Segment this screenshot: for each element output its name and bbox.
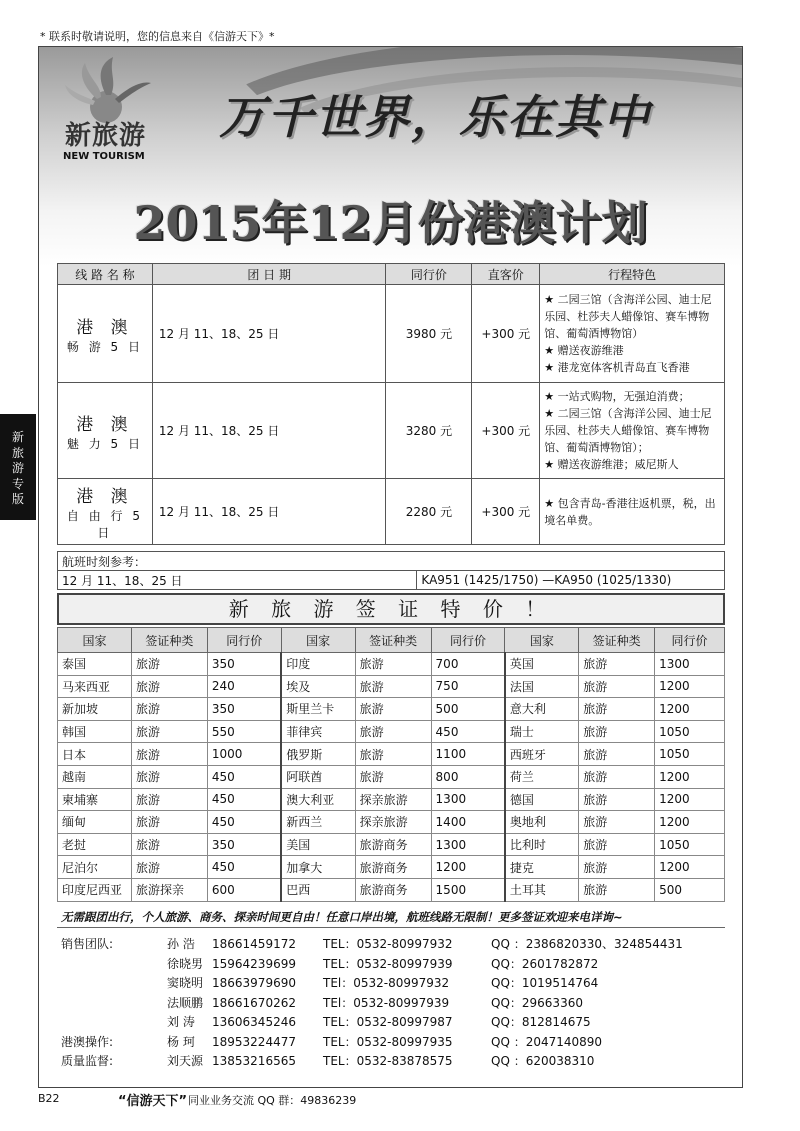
contact-qq: QQ ：620038310 [491,1054,595,1068]
visa-type: 旅游探亲 [131,878,207,901]
visa-country: 俄罗斯 [281,743,355,766]
visa-price: 450 [207,856,281,879]
visa-price: 240 [207,675,281,698]
visa-note: 无需跟团出行，个人旅游、商务、探亲时间更自由！任意口岸出境，航班线路无限制！更多签证欢迎来电详询~ [61,910,623,924]
contact-tel: TEl：0532-80997939 [323,995,450,1010]
visa-type: 旅游 [579,743,655,766]
route-name: 港 澳 畅 游 5 日 [58,285,153,383]
route-features: ★ 一站式购物，无强迫消费； ★ 二园三馆（含海洋公园、迪士尼乐园、杜莎夫人蜡像馆、赛车博物馆、葡萄酒博物馆）； ★ 赠送夜游维港；威尼斯人 [540,383,725,479]
visa-country: 捷克 [505,856,579,879]
contact-row [57,973,725,993]
visa-country: 印度 [281,653,355,676]
side-tab-char: 版 [11,492,24,506]
banner [39,47,742,267]
visa-price: 1100 [431,743,505,766]
visa-type: 旅游 [355,675,431,698]
visa-country: 澳大利亚 [281,788,355,811]
side-tab-char: 旅 [11,445,24,460]
visa-price: 1200 [655,856,725,879]
visa-country: 泰国 [58,653,132,676]
source-note: * 联系时敬请说明，您的信息来自《信游天下》* [40,30,275,43]
contact-phone: 13606345246 [212,1015,296,1029]
visa-country: 老挝 [58,833,132,856]
page-number: B22 [38,1092,60,1105]
visa-type: 旅游 [579,856,655,879]
visa-row [58,698,725,721]
visa-price: 1300 [431,788,505,811]
route-direct-price: +300 元 [472,383,540,479]
col-header: 行程特色 [540,264,725,285]
visa-price: 1400 [431,811,505,834]
visa-price: 450 [207,788,281,811]
visa-col-header: 签证种类 [131,628,207,653]
contact-row [57,1051,725,1071]
contact-role: 质量监督: [61,1054,114,1068]
visa-type: 探亲旅游 [355,811,431,834]
route-header-row [58,264,725,285]
visa-country: 印度尼西亚 [58,878,132,901]
visa-col-header: 国家 [281,628,355,653]
visa-country: 意大利 [505,698,579,721]
visa-country: 斯里兰卡 [281,698,355,721]
flight-info: KA951 (1425/1750) —KA950 (1025/1330) [417,571,725,590]
route-price: 2280 元 [386,479,472,545]
visa-type: 旅游 [131,675,207,698]
visa-country: 瑞士 [505,720,579,743]
visa-row [58,765,725,788]
visa-table [57,627,725,902]
visa-price: 350 [207,653,281,676]
visa-price: 700 [431,653,505,676]
contact-qq: QQ：29663360 [491,995,583,1010]
visa-type: 旅游 [355,743,431,766]
contact-qq: QQ：2601782872 [491,956,599,971]
visa-row [58,720,725,743]
col-header: 线 路 名 称 [58,264,153,285]
visa-country: 马来西亚 [58,675,132,698]
visa-title: 新 旅 游 签 证 特 价 ！ [57,593,725,625]
contact-name: 窦晓明 [167,976,204,990]
contact-name: 法顺鹏 [167,995,204,1010]
route-row [58,479,725,545]
flight-label: 航班时刻参考： [58,552,725,571]
logo-text: 新旅游 [65,121,147,151]
visa-type: 旅游 [131,720,207,743]
visa-type: 旅游 [579,833,655,856]
route-features: ★ 包含青岛-香港往返机票，税，出境名单费。 [540,479,725,545]
visa-price: 450 [207,811,281,834]
visa-price: 1200 [655,811,725,834]
route-direct-price: +300 元 [472,285,540,383]
visa-header-row [58,628,725,653]
contact-name: 刘天源 [167,1054,204,1068]
visa-col-header: 签证种类 [579,628,655,653]
side-tab-char: 新 [11,430,24,444]
flight-table [57,551,725,590]
contact-tel: TEL：0532-80997932 [323,937,453,951]
visa-price: 450 [431,720,505,743]
visa-price: 750 [431,675,505,698]
visa-country: 荷兰 [505,765,579,788]
contact-role: 港澳操作: [61,1034,114,1049]
visa-col-header: 同行价 [431,628,505,653]
visa-type: 旅游 [579,653,655,676]
contact-tel: TEL：0532-80997987 [323,1015,453,1029]
visa-type: 旅游 [355,653,431,676]
visa-price: 500 [655,878,725,901]
visa-price: 350 [207,698,281,721]
route-direct-price: +300 元 [472,479,540,545]
route-table [57,263,725,545]
visa-type: 旅游 [131,856,207,879]
poster-frame [38,46,743,1088]
contact-phone: 18661459172 [212,937,296,951]
visa-col-header: 同行价 [207,628,281,653]
visa-price: 1200 [655,675,725,698]
visa-price: 1200 [655,788,725,811]
visa-type: 旅游 [131,698,207,721]
visa-type: 旅游商务 [355,878,431,901]
brand-logo [51,55,201,165]
route-row [58,383,725,479]
route-dates: 12 月 11、18、25 日 [152,479,386,545]
contacts-section [57,927,725,1073]
visa-type: 旅游商务 [355,856,431,879]
contact-name: 徐晓男 [167,956,204,971]
visa-type: 旅游 [579,698,655,721]
visa-row [58,653,725,676]
visa-type: 旅游 [579,811,655,834]
contact-phone: 15964239699 [212,956,296,971]
contact-name: 刘 涛 [167,1015,195,1029]
route-features: ★ 二园三馆（含海洋公园、迪士尼乐园、杜莎夫人蜡像馆、赛车博物馆、葡萄酒博物馆） ★ 赠送夜游维港 ★ 港龙宽体客机青岛直飞香港 [540,285,725,383]
visa-row [58,856,725,879]
visa-type: 旅游 [355,765,431,788]
route-dates: 12 月 11、18、25 日 [152,383,386,479]
visa-type: 旅游 [131,811,207,834]
contact-row [57,1032,725,1052]
visa-country: 菲律宾 [281,720,355,743]
page-title: 2015年12月份港澳计划 [133,196,648,250]
contact-row [57,993,725,1013]
visa-row [58,788,725,811]
contact-phone: 13853216565 [212,1054,296,1068]
visa-type: 探亲旅游 [355,788,431,811]
slogan: 万千世界，乐在其中 [219,90,651,144]
visa-country: 新加坡 [58,698,132,721]
visa-row [58,833,725,856]
visa-type: 旅游 [355,720,431,743]
side-tab-char: 游 [11,461,24,475]
visa-type: 旅游 [579,675,655,698]
visa-price: 550 [207,720,281,743]
visa-country: 德国 [505,788,579,811]
visa-row [58,675,725,698]
visa-country: 缅甸 [58,811,132,834]
contact-row [57,1012,725,1032]
visa-row [58,811,725,834]
side-tab-char: 专 [11,476,24,491]
visa-country: 土耳其 [505,878,579,901]
visa-price: 1000 [207,743,281,766]
visa-price: 1300 [431,833,505,856]
visa-price: 600 [207,878,281,901]
visa-country: 法国 [505,675,579,698]
contact-row [57,934,725,954]
visa-price: 1200 [655,765,725,788]
contact-tel: TEL：0532-80997939 [323,956,453,971]
visa-country: 巴西 [281,878,355,901]
contact-qq: QQ ：2386820330、324854431 [491,937,683,951]
visa-type: 旅游 [131,765,207,788]
visa-country: 阿联酋 [281,765,355,788]
footer-brand: “信游天下” [118,1094,188,1109]
visa-price: 1500 [431,878,505,901]
route-price: 3980 元 [386,285,472,383]
visa-type: 旅游 [579,878,655,901]
visa-type: 旅游 [131,788,207,811]
col-header: 直客价 [472,264,540,285]
contact-qq: QQ ：2047140890 [491,1034,603,1049]
visa-country: 新西兰 [281,811,355,834]
contact-qq: QQ：812814675 [491,1015,591,1029]
contact-row [57,954,725,974]
visa-price: 1300 [655,653,725,676]
side-tab [0,414,36,520]
visa-col-header: 国家 [58,628,132,653]
visa-price: 1200 [431,856,505,879]
visa-country: 比利时 [505,833,579,856]
visa-price: 1200 [655,698,725,721]
contact-tel: TEl：0532-80997932 [323,976,450,990]
visa-price: 500 [431,698,505,721]
visa-type: 旅游 [579,765,655,788]
visa-price: 1050 [655,743,725,766]
logo-english: NEW TOURISM [63,151,145,162]
contact-role: 销售团队: [61,937,114,951]
visa-col-header: 签证种类 [355,628,431,653]
visa-price: 350 [207,833,281,856]
visa-country: 越南 [58,765,132,788]
visa-type: 旅游 [131,833,207,856]
visa-price: 1050 [655,833,725,856]
contact-name: 杨 珂 [167,1034,195,1049]
visa-country: 加拿大 [281,856,355,879]
visa-col-header: 同行价 [655,628,725,653]
visa-country: 柬埔寨 [58,788,132,811]
route-name: 港 澳 自 由 行 5 日 [58,479,153,545]
visa-price: 800 [431,765,505,788]
visa-type: 旅游 [579,720,655,743]
visa-country: 美国 [281,833,355,856]
col-header: 同行价 [386,264,472,285]
route-price: 3280 元 [386,383,472,479]
contact-tel: TEL：0532-80997935 [323,1034,453,1049]
visa-type: 旅游 [355,698,431,721]
visa-type: 旅游商务 [355,833,431,856]
route-dates: 12 月 11、18、25 日 [152,285,386,383]
visa-country: 奥地利 [505,811,579,834]
visa-row [58,878,725,901]
visa-price: 450 [207,765,281,788]
contact-phone: 18661670262 [212,995,296,1010]
visa-type: 旅游 [131,743,207,766]
contact-phone: 18953224477 [212,1034,296,1049]
visa-country: 西班牙 [505,743,579,766]
contact-phone: 18663979690 [212,976,296,990]
visa-country: 日本 [58,743,132,766]
visa-type: 旅游 [579,788,655,811]
col-header: 团 日 期 [152,264,386,285]
contact-name: 孙 浩 [167,937,195,951]
visa-col-header: 国家 [505,628,579,653]
flight-dates: 12 月 11、18、25 日 [58,571,417,590]
visa-country: 韩国 [58,720,132,743]
visa-country: 尼泊尔 [58,856,132,879]
visa-country: 英国 [505,653,579,676]
visa-country: 埃及 [281,675,355,698]
footer-text: 同业业务交流 QQ 群：49836239 [188,1094,357,1107]
visa-row [58,743,725,766]
visa-price: 1050 [655,720,725,743]
visa-type: 旅游 [131,653,207,676]
route-row [58,285,725,383]
route-name: 港 澳 魅 力 5 日 [58,383,153,479]
contact-qq: QQ：1019514764 [491,976,599,990]
contact-tel: TEL：0532-83878575 [323,1054,453,1068]
